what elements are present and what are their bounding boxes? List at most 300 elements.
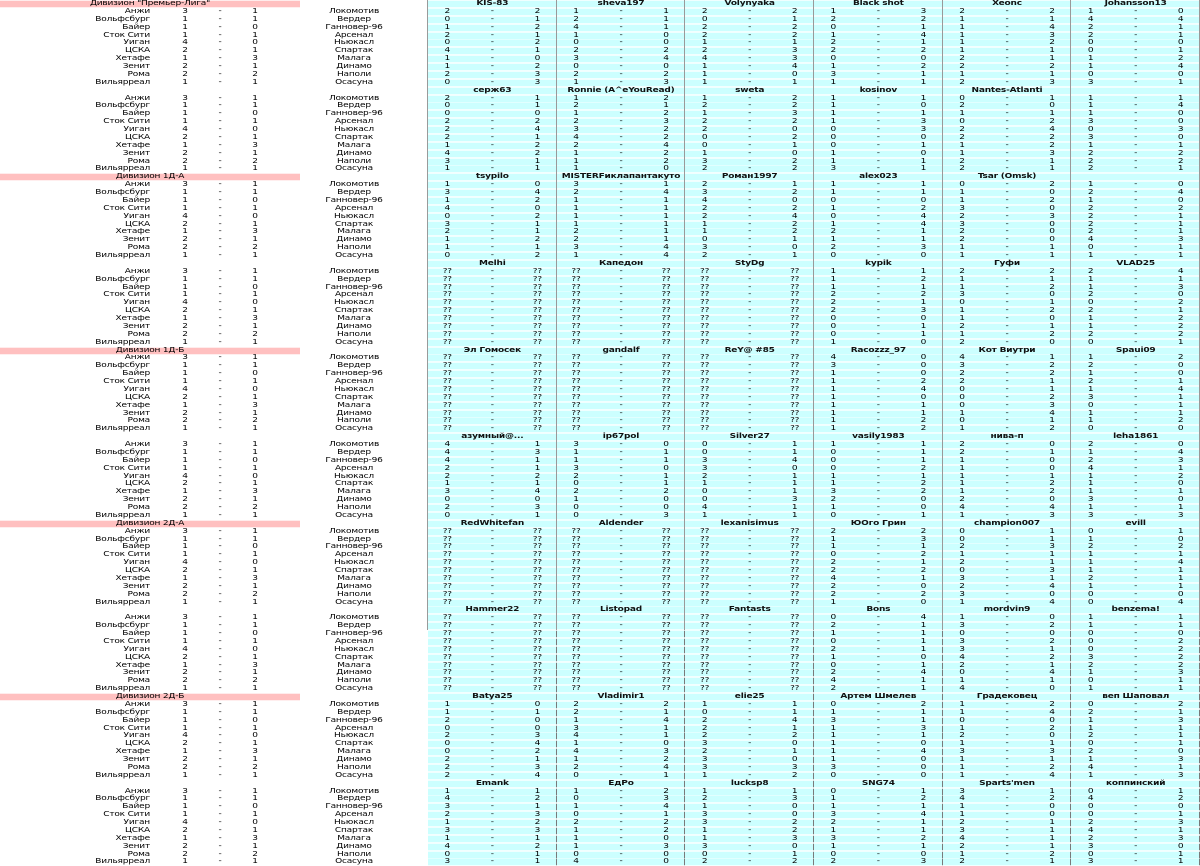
prediction-away: 2 <box>1033 702 1072 708</box>
prediction-dash: - <box>981 72 1032 78</box>
prediction-home: 3 <box>557 56 596 62</box>
prediction-away: 0 <box>904 394 943 400</box>
prediction-home: 1 <box>685 150 724 156</box>
prediction-away: 1 <box>775 725 814 731</box>
prediction-home: 3 <box>1071 859 1110 865</box>
prediction-dash: - <box>595 717 646 723</box>
prediction-home: 2 <box>685 182 724 188</box>
home-team: Вильярреал <box>95 337 150 346</box>
prediction-away: ?? <box>775 308 814 314</box>
score-dash: - <box>218 510 222 520</box>
prediction-dash: - <box>595 859 646 865</box>
prediction-away: 1 <box>1161 788 1200 794</box>
prediction-home: 0 <box>943 387 982 393</box>
prediction-away: ?? <box>518 646 557 652</box>
away-score: 1 <box>252 6 258 16</box>
prediction-home: 0 <box>557 64 596 70</box>
division-title: Дивизион 2Д-Б <box>0 694 300 700</box>
prediction-away: 1 <box>1033 95 1072 101</box>
prediction-away: 1 <box>904 646 943 652</box>
prediction-away: 1 <box>1161 765 1200 771</box>
prediction-home: 3 <box>943 205 982 211</box>
away-score: 1 <box>252 786 258 795</box>
prediction-away: 0 <box>518 182 557 188</box>
prediction-dash: - <box>1110 560 1161 566</box>
player-name: Black shot <box>814 1 943 7</box>
prediction-dash: - <box>595 276 646 282</box>
prediction-away: 1 <box>647 24 686 30</box>
prediction-home: 1 <box>943 276 982 282</box>
prediction-home: ?? <box>557 426 596 432</box>
home-score: 1 <box>182 290 188 299</box>
prediction-home: 2 <box>814 568 853 574</box>
home-score: 2 <box>182 479 188 488</box>
prediction-home: 1 <box>814 379 853 385</box>
player-name: Xeonc <box>943 1 1072 7</box>
away-score: 1 <box>252 440 258 449</box>
prediction-away: 0 <box>647 851 686 857</box>
prediction-dash: - <box>724 450 775 456</box>
prediction-dash: - <box>467 442 518 448</box>
player-name: азумный@... <box>428 434 557 440</box>
column-divider <box>1070 0 1071 630</box>
away-team: Вердер <box>337 274 371 283</box>
prediction-home: 3 <box>1071 135 1110 141</box>
prediction-home: 0 <box>943 418 982 424</box>
prediction-away: 0 <box>1161 119 1200 125</box>
prediction-dash: - <box>467 418 518 424</box>
prediction-away: 2 <box>1033 725 1072 731</box>
prediction-home: ?? <box>428 678 467 684</box>
away-team: Осасуна <box>335 424 373 433</box>
prediction-dash: - <box>724 426 775 432</box>
prediction-away: 2 <box>1161 646 1200 652</box>
prediction-away: 0 <box>904 56 943 62</box>
prediction-home: 3 <box>1071 79 1110 85</box>
prediction-dash: - <box>1110 308 1161 314</box>
prediction-home: ?? <box>685 623 724 629</box>
prediction-away: 0 <box>904 198 943 204</box>
prediction-away: 4 <box>1033 772 1072 778</box>
player-name: Volynyaka <box>685 1 814 7</box>
prediction-dash: - <box>595 765 646 771</box>
prediction-home: ?? <box>685 402 724 408</box>
match-row <box>0 441 1200 449</box>
prediction-dash: - <box>853 229 904 235</box>
prediction-home: 1 <box>814 95 853 101</box>
prediction-dash: - <box>853 631 904 637</box>
prediction-dash: - <box>981 56 1032 62</box>
prediction-away: 1 <box>904 442 943 448</box>
score-dash: - <box>218 235 222 244</box>
prediction-home: 2 <box>814 560 853 566</box>
prediction-home: ?? <box>557 379 596 385</box>
prediction-dash: - <box>595 237 646 243</box>
away-team: Малага <box>337 314 371 323</box>
prediction-dash: - <box>467 324 518 330</box>
prediction-away: 1 <box>775 505 814 511</box>
prediction-home: 2 <box>1071 835 1110 841</box>
prediction-away: 3 <box>775 835 814 841</box>
home-team: Анжи <box>124 440 150 449</box>
prediction-dash: - <box>853 111 904 117</box>
prediction-dash: - <box>853 568 904 574</box>
away-team: Спартак <box>334 479 374 488</box>
prediction-dash: - <box>467 198 518 204</box>
score-dash: - <box>218 652 222 661</box>
away-team: Вердер <box>337 14 371 24</box>
prediction-away: 4 <box>1161 268 1200 274</box>
prediction-home: 1 <box>814 741 853 747</box>
prediction-away: 3 <box>1161 457 1200 463</box>
prediction-dash: - <box>724 221 775 227</box>
prediction-dash: - <box>595 221 646 227</box>
prediction-dash: - <box>595 812 646 818</box>
prediction-home: 2 <box>428 127 467 133</box>
prediction-home: 2 <box>428 119 467 125</box>
prediction-dash: - <box>467 394 518 400</box>
prediction-dash: - <box>467 205 518 211</box>
prediction-home: 1 <box>814 111 853 117</box>
away-score: 1 <box>252 377 258 386</box>
away-score: 1 <box>252 408 258 417</box>
prediction-home: 1 <box>557 79 596 85</box>
home-team: Уиган <box>123 211 150 220</box>
home-team: Хетафе <box>115 573 150 583</box>
prediction-away: 1 <box>1161 48 1200 54</box>
prediction-home: ?? <box>428 268 467 274</box>
prediction-away: 1 <box>647 182 686 188</box>
home-score: 1 <box>182 857 188 866</box>
score-dash: - <box>218 487 222 496</box>
away-score: 2 <box>252 69 258 79</box>
prediction-away: 2 <box>1161 150 1200 156</box>
prediction-home: 1 <box>814 442 853 448</box>
prediction-dash: - <box>1110 851 1161 857</box>
home-team: Анжи <box>124 266 150 276</box>
prediction-home: 2 <box>428 505 467 511</box>
prediction-dash: - <box>595 709 646 715</box>
prediction-home: 1 <box>428 56 467 62</box>
score-dash: - <box>218 203 222 213</box>
prediction-home: 0 <box>1071 639 1110 645</box>
prediction-away: ?? <box>647 639 686 645</box>
prediction-dash: - <box>1110 190 1161 196</box>
prediction-home: ?? <box>685 276 724 282</box>
prediction-dash: - <box>467 631 518 637</box>
score-dash: - <box>218 613 222 622</box>
prediction-away: 1 <box>1161 709 1200 715</box>
prediction-away: 2 <box>904 276 943 282</box>
prediction-away: ?? <box>775 591 814 597</box>
prediction-dash: - <box>595 536 646 542</box>
home-team: Байер <box>122 282 150 291</box>
prediction-home: ?? <box>685 646 724 652</box>
prediction-home: 3 <box>557 127 596 133</box>
prediction-dash: - <box>595 828 646 834</box>
prediction-home: 0 <box>557 772 596 778</box>
away-team: Ньюкасл <box>334 818 374 827</box>
prediction-away: 1 <box>518 851 557 857</box>
match-row <box>0 134 1200 142</box>
prediction-home: ?? <box>557 631 596 637</box>
prediction-home: 3 <box>943 221 982 227</box>
prediction-away: 3 <box>1033 213 1072 219</box>
prediction-away: 3 <box>1161 717 1200 723</box>
prediction-away: 1 <box>1033 48 1072 54</box>
prediction-dash: - <box>853 394 904 400</box>
home-score: 1 <box>182 164 188 173</box>
prediction-home: 2 <box>428 733 467 739</box>
prediction-home: 0 <box>814 324 853 330</box>
prediction-away: 4 <box>1161 16 1200 22</box>
score-dash: - <box>218 243 222 252</box>
prediction-dash: - <box>853 725 904 731</box>
prediction-dash: - <box>724 457 775 463</box>
prediction-home: 0 <box>1071 127 1110 133</box>
score-dash: - <box>218 802 222 811</box>
prediction-dash: - <box>1110 843 1161 849</box>
prediction-away: 3 <box>904 127 943 133</box>
prediction-away: 2 <box>647 828 686 834</box>
score-dash: - <box>218 550 222 559</box>
away-score: 1 <box>252 251 258 260</box>
prediction-dash: - <box>595 72 646 78</box>
prediction-away: 1 <box>1033 300 1072 306</box>
home-team: Байер <box>122 802 150 811</box>
prediction-home: 0 <box>814 127 853 133</box>
prediction-home: 1 <box>814 371 853 377</box>
prediction-away: 0 <box>1161 442 1200 448</box>
prediction-home: 1 <box>814 418 853 424</box>
prediction-dash: - <box>853 56 904 62</box>
prediction-dash: - <box>595 662 646 668</box>
prediction-home: 2 <box>685 796 724 802</box>
score-dash: - <box>218 455 222 465</box>
match-row <box>0 646 1200 654</box>
prediction-away: ?? <box>518 410 557 416</box>
score-dash: - <box>218 282 222 291</box>
match-row <box>0 71 1200 79</box>
prediction-away: ?? <box>775 268 814 274</box>
prediction-away: 1 <box>1161 166 1200 172</box>
player-name: SNG74 <box>814 780 943 786</box>
prediction-home: 1 <box>814 426 853 432</box>
prediction-home: 2 <box>943 237 982 243</box>
away-score: 2 <box>252 329 258 339</box>
prediction-away: 1 <box>1161 308 1200 314</box>
prediction-home: 4 <box>943 355 982 361</box>
away-team: Локомотив <box>328 6 380 16</box>
score-dash: - <box>218 117 222 126</box>
prediction-away: 2 <box>904 796 943 802</box>
prediction-dash: - <box>724 828 775 834</box>
match-row <box>0 559 1200 567</box>
prediction-home: 1 <box>1071 371 1110 377</box>
prediction-home: 1 <box>943 489 982 495</box>
prediction-away: 0 <box>1161 182 1200 188</box>
prediction-away: 0 <box>904 363 943 369</box>
prediction-dash: - <box>724 56 775 62</box>
prediction-dash: - <box>853 497 904 503</box>
prediction-away: 3 <box>1161 284 1200 290</box>
match-row <box>0 622 1200 630</box>
prediction-home: 3 <box>943 828 982 834</box>
match-row <box>0 47 1200 55</box>
prediction-dash: - <box>595 292 646 298</box>
prediction-home: 2 <box>814 292 853 298</box>
prediction-away: ?? <box>518 544 557 550</box>
prediction-home: ?? <box>685 552 724 558</box>
prediction-home: 1 <box>557 150 596 156</box>
prediction-dash: - <box>1110 402 1161 408</box>
score-dash: - <box>218 786 222 795</box>
prediction-dash: - <box>981 237 1032 243</box>
prediction-away: 2 <box>647 127 686 133</box>
prediction-dash: - <box>467 639 518 645</box>
prediction-home: 2 <box>557 16 596 22</box>
prediction-dash: - <box>1110 765 1161 771</box>
prediction-away: 4 <box>775 457 814 463</box>
prediction-dash: - <box>981 426 1032 432</box>
prediction-dash: - <box>981 670 1032 676</box>
player-name: Spaui09 <box>1071 347 1200 353</box>
prediction-dash: - <box>1110 828 1161 834</box>
prediction-away: ?? <box>647 387 686 393</box>
prediction-home: ?? <box>428 623 467 629</box>
score-dash: - <box>218 573 222 583</box>
prediction-dash: - <box>467 56 518 62</box>
prediction-home: ?? <box>685 536 724 542</box>
home-team: Уиган <box>123 125 150 134</box>
prediction-home: 0 <box>814 639 853 645</box>
division-header-row <box>0 87 1200 95</box>
home-team: Зенит <box>122 321 150 331</box>
prediction-dash: - <box>1110 355 1161 361</box>
prediction-dash: - <box>981 686 1032 692</box>
prediction-away: ?? <box>775 568 814 574</box>
prediction-away: 0 <box>1033 190 1072 196</box>
prediction-home: ?? <box>428 284 467 290</box>
player-name: ЮОго Грин <box>814 520 943 526</box>
prediction-away: 1 <box>904 182 943 188</box>
prediction-away: 2 <box>904 465 943 471</box>
away-score: 3 <box>252 573 258 583</box>
prediction-dash: - <box>595 804 646 810</box>
prediction-dash: - <box>853 426 904 432</box>
prediction-home: ?? <box>685 662 724 668</box>
prediction-home: ?? <box>428 410 467 416</box>
prediction-away: 0 <box>775 465 814 471</box>
prediction-home: ?? <box>685 426 724 432</box>
division-header-row <box>0 433 1200 441</box>
prediction-away: ?? <box>518 363 557 369</box>
prediction-dash: - <box>1110 481 1161 487</box>
prediction-away: 2 <box>1033 198 1072 204</box>
away-team: Осасуна <box>335 337 373 346</box>
prediction-dash: - <box>853 331 904 337</box>
prediction-away: 3 <box>1033 79 1072 85</box>
prediction-dash: - <box>724 166 775 172</box>
prediction-away: ?? <box>775 544 814 550</box>
prediction-home: 0 <box>814 331 853 337</box>
prediction-away: ?? <box>518 339 557 345</box>
home-score: 2 <box>182 69 188 79</box>
away-team: Ньюкасл <box>334 38 374 47</box>
player-name: sweta <box>685 87 814 93</box>
home-team: Зенит <box>122 235 150 244</box>
prediction-dash: - <box>724 284 775 290</box>
prediction-dash: - <box>467 489 518 495</box>
prediction-home: ?? <box>557 552 596 558</box>
away-score: 1 <box>252 148 258 157</box>
match-row <box>0 449 1200 457</box>
prediction-home: 2 <box>557 709 596 715</box>
prediction-home: 1 <box>814 481 853 487</box>
away-team: Спартак <box>334 652 374 661</box>
match-row <box>0 591 1200 599</box>
prediction-dash: - <box>595 442 646 448</box>
prediction-away: 2 <box>775 820 814 826</box>
prediction-dash: - <box>1110 599 1161 605</box>
prediction-home: 4 <box>428 450 467 456</box>
away-score: 1 <box>252 46 258 55</box>
prediction-home: 0 <box>814 213 853 219</box>
prediction-home: ?? <box>685 544 724 550</box>
prediction-away: 2 <box>1033 394 1072 400</box>
prediction-dash: - <box>467 717 518 723</box>
division-header-row <box>0 260 1200 268</box>
prediction-away: 2 <box>518 119 557 125</box>
prediction-away: 1 <box>775 702 814 708</box>
prediction-dash: - <box>853 599 904 605</box>
prediction-away: 4 <box>1033 670 1072 676</box>
prediction-dash: - <box>724 552 775 558</box>
prediction-away: ?? <box>647 339 686 345</box>
prediction-home: 0 <box>428 851 467 857</box>
prediction-dash: - <box>981 709 1032 715</box>
prediction-dash: - <box>724 812 775 818</box>
prediction-dash: - <box>467 95 518 101</box>
prediction-dash: - <box>853 205 904 211</box>
prediction-dash: - <box>1110 363 1161 369</box>
home-score: 1 <box>182 274 188 283</box>
home-score: 1 <box>182 447 188 457</box>
prediction-home: 1 <box>814 387 853 393</box>
prediction-home: 1 <box>685 804 724 810</box>
prediction-dash: - <box>853 505 904 511</box>
prediction-away: ?? <box>518 576 557 582</box>
prediction-away: 4 <box>1161 560 1200 566</box>
away-score: 1 <box>252 707 258 717</box>
home-team: Вильярреал <box>95 251 150 260</box>
prediction-away: 3 <box>647 119 686 125</box>
prediction-dash: - <box>467 765 518 771</box>
prediction-dash: - <box>1110 316 1161 322</box>
score-dash: - <box>218 195 222 205</box>
prediction-dash: - <box>981 450 1032 456</box>
prediction-away: 3 <box>647 79 686 85</box>
match-row <box>0 307 1200 315</box>
prediction-home: 0 <box>814 772 853 778</box>
prediction-home: 2 <box>685 205 724 211</box>
prediction-dash: - <box>1110 583 1161 589</box>
prediction-home: 0 <box>428 16 467 22</box>
prediction-dash: - <box>1110 331 1161 337</box>
score-dash: - <box>218 180 222 189</box>
prediction-home: 4 <box>428 442 467 448</box>
prediction-home: 2 <box>943 213 982 219</box>
